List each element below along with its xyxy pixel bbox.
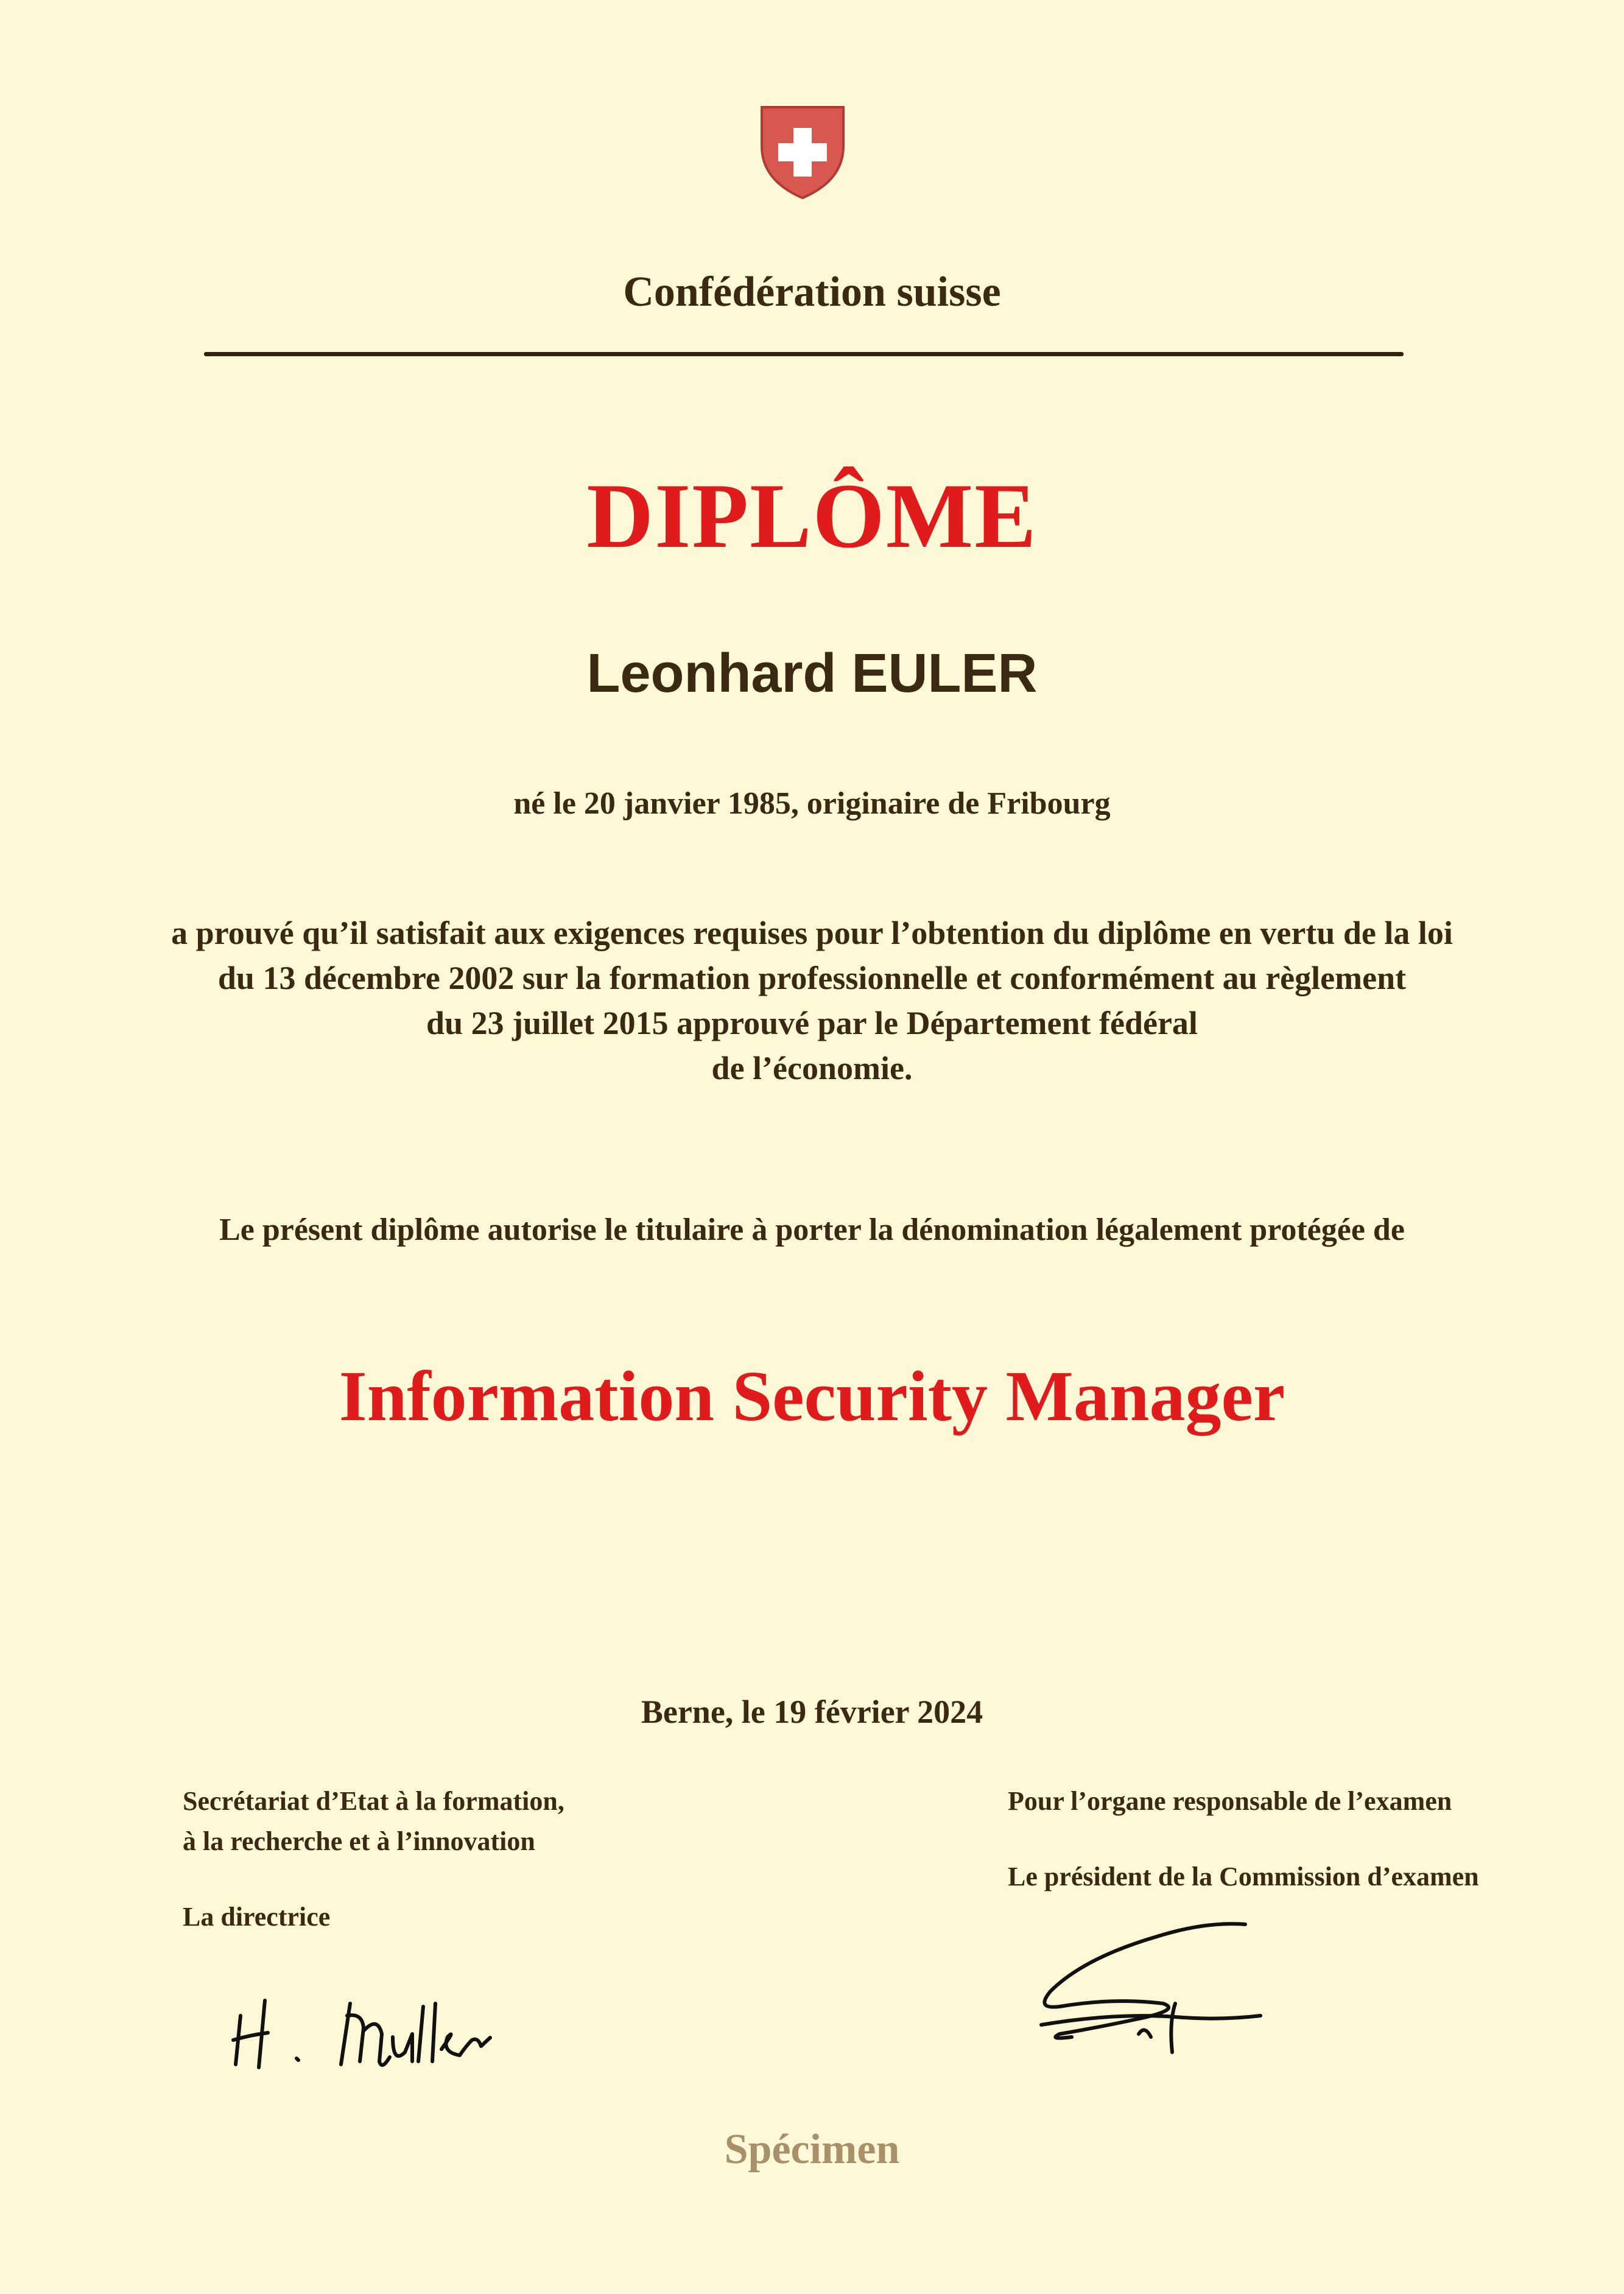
statement-line: du 13 décembre 2002 sur la formation professionnelle et conformément au règlement	[217, 960, 1407, 996]
statement-line: de l’économie.	[711, 1050, 913, 1086]
place-date: Berne, le 19 février 2024	[641, 1694, 983, 1730]
right-role: Le président de la Commission d’examen	[1008, 1862, 1479, 1891]
document-title: DIPLÔME	[586, 465, 1038, 567]
left-org-line2: à la recherche et à l’innovation	[183, 1826, 535, 1856]
birth-line: né le 20 janvier 1985, originaire de Fribourg	[513, 786, 1111, 821]
header-divider	[204, 352, 1404, 356]
left-role: La directrice	[183, 1902, 331, 1932]
specimen-watermark: Spécimen	[724, 2126, 900, 2173]
right-signatory-block	[1008, 1781, 1479, 1897]
authority-name: Confédération suisse	[623, 269, 1001, 315]
profession-title: Information Security Manager	[339, 1356, 1285, 1436]
statement-line: du 23 juillet 2015 approuvé par le Département fédéral	[426, 1005, 1198, 1041]
right-signature-icon	[1023, 1912, 1279, 2064]
holder-name: Leonhard EULER	[586, 643, 1038, 704]
left-signature-icon	[222, 1979, 539, 2083]
authorization-line: Le présent diplôme autorise le titulaire à porter la dénomination légalement protégée de	[219, 1212, 1405, 1247]
statement-line: a prouvé qu’il satisfait aux exigences requises pour l’obtention du diplôme en vertu de la loi	[171, 915, 1453, 951]
right-org-line: Pour l’organe responsable de l’examen	[1008, 1786, 1452, 1816]
swiss-coat-of-arms-icon	[757, 104, 848, 201]
left-signatory-block	[183, 1781, 564, 1937]
left-org-line1: Secrétariat d’Etat à la formation,	[183, 1786, 564, 1816]
statement-paragraph	[0, 910, 1624, 1091]
